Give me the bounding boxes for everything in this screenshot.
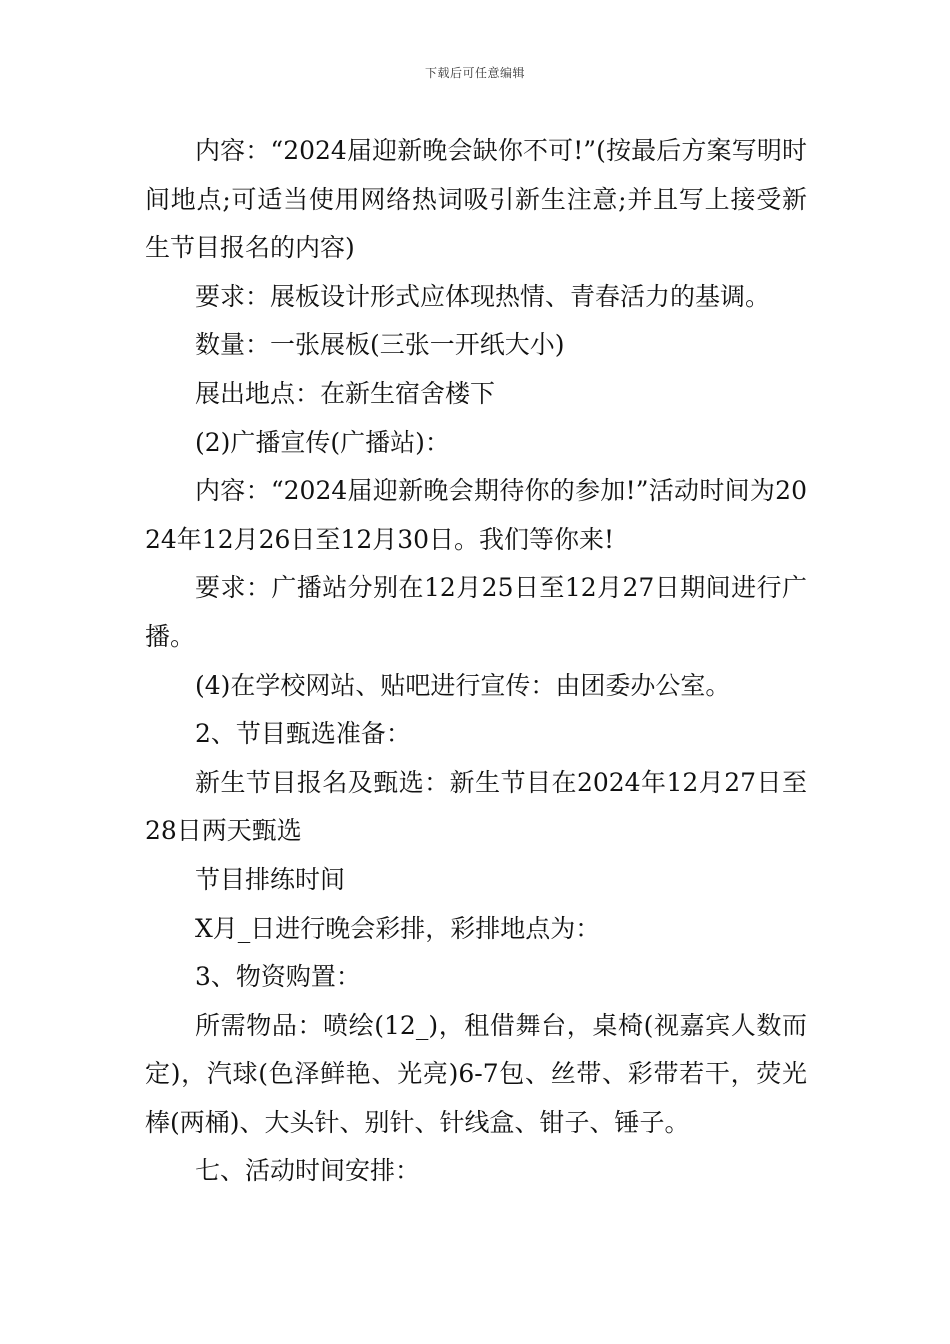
paragraph-broadcast-content: 内容：“2024届迎新晚会期待你的参加!”活动时间为2024年12月26日至12月30日。我们等你来! [145,476,807,554]
paragraph-display-board-requirement: 要求：展板设计形式应体现热情、青春活力的基调。 [195,281,771,311]
document-body [145,127,807,1196]
paragraph-display-board-quantity: 数量：一张展板(三张一开纸大小) [195,330,565,360]
page-header: 下载后可任意编辑 [424,66,525,80]
paragraph-schedule-heading: 七、活动时间安排： [195,1156,421,1186]
paragraph-display-board-content: 内容：“2024届迎新晚会缺你不可!”(按最后方案写明时间地点;可适当使用网络热词吸引新生注意;并且写上接受新生节目报名的内容) [145,136,807,263]
paragraph-broadcast-heading: (2)广播宣传(广播站)： [195,427,450,457]
paragraph-supplies-heading: 3、物资购置： [195,962,361,992]
paragraph-broadcast-requirement: 要求：广播站分别在12月25日至12月27日期间进行广播。 [145,573,807,651]
paragraph-display-location: 展出地点：在新生宿舍楼下 [195,378,496,408]
paragraph-rehearsal-time: 节目排练时间 [195,864,346,894]
paragraph-supplies-list: 所需物品：喷绘(12_)，租借舞台，桌椅(视嘉宾人数而定)，汽球(色泽鲜艳、光亮)6-7包、丝带、彩带若干，荧光棒(两桶)、大头针、别针、针线盒、钳子、锤子。 [145,1010,807,1137]
paragraph-program-selection-heading: 2、节目甄选准备： [195,719,411,749]
paragraph-program-registration: 新生节目报名及甄选：新生节目在2024年12月27日至28日两天甄选 [145,767,807,846]
paragraph-website-promotion: (4)在学校网站、贴吧进行宣传：由团委办公室。 [195,670,731,700]
paragraph-dress-rehearsal: X月_日进行晚会彩排，彩排地点为： [195,913,601,943]
